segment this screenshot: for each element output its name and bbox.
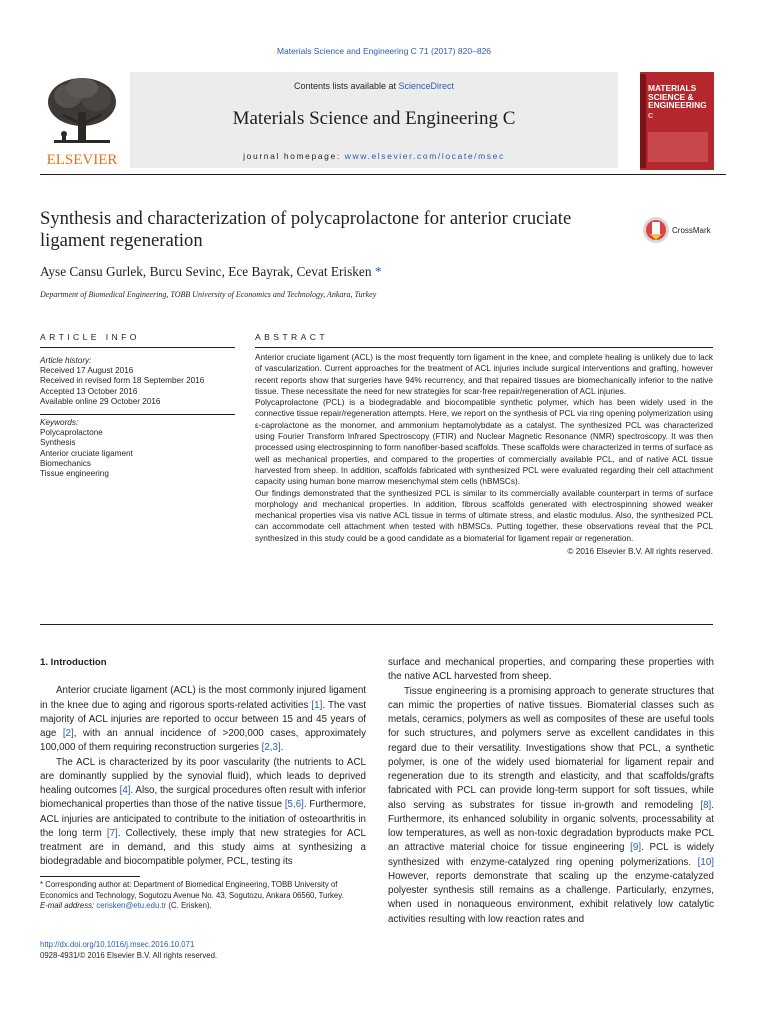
journal-masthead <box>40 72 620 170</box>
footnote-rule <box>40 876 140 877</box>
issn-copyright: 0928-4931/© 2016 Elsevier B.V. All rights reserved. <box>40 950 218 960</box>
page-footer <box>40 940 440 961</box>
history-item: Received in revised form 18 September 2016 <box>40 376 205 386</box>
author-list: Ayse Cansu Gurlek, Burcu Sevinc, Ece Bayrak, Cevat Erisken * <box>40 264 382 279</box>
body-paragraph: The ACL is characterized by its poor vascularity (the nutrients to ACL are dominantly supplied by the synovial fluid), which leads to deprived healing outcomes [4]. Also, the surgical procedures often result with inferior biomechanical properties than those of the native tissue [5,6]. Furthermore, ACL injuries are anticipated to contribute to the initiation of osteoarthritis in the long term [7]. Collectively, these imply that new strategies for ACL treatment are in demand, and this study aims at synthesizing a biodegradable and biocompatible polymer, PCL, testing its <box>40 756 367 868</box>
section-heading-introduction: 1. Introduction <box>40 657 107 668</box>
svg-text:CrossMark: CrossMark <box>672 226 711 235</box>
corresponding-author-footnote: * Corresponding author at: Department of Biomedical Engineering, TOBB University of Economics and Technology, Sogutozu Avenue No. 43, Sogutozu, Ankara 06560, Turkey. E-mail address: cerisken@etu.edu.tr (C. Erisken). <box>40 880 344 911</box>
body-paragraph: surface and mechanical properties, and comparing these properties with the native ACL harvested from sheep. <box>388 657 714 683</box>
abstract-rule <box>255 347 713 348</box>
citation-link[interactable]: [10] <box>697 856 714 868</box>
cover-title-line: ENGINEERING <box>648 100 707 111</box>
keywords-label: Keywords: <box>40 418 79 428</box>
keyword: Tissue engineering <box>40 469 109 479</box>
abstract-bottom-rule <box>40 624 713 625</box>
author-email-link[interactable]: cerisken@etu.edu.tr <box>96 901 167 911</box>
cover-title-line: SCIENCE & <box>648 91 694 102</box>
journal-name: Materials Science and Engineering C <box>232 108 516 129</box>
citation-link[interactable]: [2,3] <box>261 742 281 754</box>
doi-link[interactable]: http://dx.doi.org/10.1016/j.msec.2016.10.071 <box>40 940 195 949</box>
history-item: Received 17 August 2016 <box>40 366 134 376</box>
contents-availability: Contents lists available at ScienceDirect <box>293 81 455 91</box>
article-title: Synthesis and characterization of polycaprolactone for anterior cruciate ligament regeneration <box>40 208 572 251</box>
history-item: Available online 29 October 2016 <box>40 396 161 406</box>
homepage-link[interactable]: www.elsevier.com/locate/msec <box>344 151 505 161</box>
article-info <box>40 356 235 479</box>
article-info-heading: ARTICLE INFO <box>40 332 140 342</box>
sciencedirect-link[interactable]: ScienceDirect <box>398 81 455 91</box>
citation-link[interactable]: [1] <box>311 699 323 711</box>
keyword: Synthesis <box>40 438 76 448</box>
abstract-copyright: © 2016 Elsevier B.V. All rights reserved. <box>567 547 713 557</box>
citation-link[interactable]: [5,6] <box>284 799 304 811</box>
abstract-heading: ABSTRACT <box>255 332 329 342</box>
history-label: Article history: <box>40 356 92 365</box>
info-rule <box>40 347 235 348</box>
abstract-paragraph: Anterior cruciate ligament (ACL) is the most frequently torn ligament in the knee, and complete healing is unlikely due to lack of vascularization. Current approaches for the treatment of ACL injuries include surgical interventions and grafting, however recent reports show that surgeries have 94% recurrency, and that repaired tissues are biomechanically inferior to the native tissue. These necessitate the need for new strategies for scar-free repair/regeneration of ACL injuries. <box>255 353 713 396</box>
abstract-paragraph: Our findings demonstrated that the synthesized PCL is similar to its commercially available counterpart in terms of surface morphology and mechanical properties. In addition, fibrous scaffolds generated with electrospinning showed weaker mechanical properties visa vis native ACL tissue in terms of ultimate stress, and elastic modulus. Also, the synthesized PCL can accommodate cell attachment when tested with hBMSCs. Putting together, these observations reveal that the PCL synthesized in this study could be a good candidate as a biomaterial for ligament repair or regeneration. <box>255 488 713 543</box>
history-item: Accepted 13 October 2016 <box>40 386 138 396</box>
publisher-wordmark: ELSEVIER <box>46 152 118 168</box>
citation-link[interactable]: [8] <box>700 799 712 811</box>
corresponding-author-mark[interactable]: * <box>374 264 382 279</box>
journal-reference[interactable]: Materials Science and Engineering C 71 (2017) 820–826 <box>276 46 492 56</box>
citation-link[interactable]: [9] <box>630 842 642 854</box>
citation-link[interactable]: [2] <box>62 728 74 739</box>
keyword: Polycaprolactone <box>40 428 103 438</box>
cover-letter: C <box>648 112 654 120</box>
journal-cover-image <box>640 72 714 170</box>
abstract-body <box>255 352 713 557</box>
keyword: Biomechanics <box>40 458 91 468</box>
body-column-right <box>388 656 714 927</box>
crossmark-badge[interactable] <box>642 212 722 248</box>
body-paragraph: Anterior cruciate ligament (ACL) is the most commonly injured ligament in the knee due to aging and rigorous sports-related activities [1]. The vast majority of ACL injuries are reported to occur between 15 and 45 years of age [2], with an annual incidence of >200,000 cases, approximately 100,000 of them requiring reconstruction surgeries [2,3]. <box>40 685 366 754</box>
keyword: Anterior cruciate ligament <box>40 448 133 458</box>
cover-title-line: MATERIALS <box>648 83 697 93</box>
body-paragraph: Tissue engineering is a promising approach to generate structures that can mimic the properties of native tissues. Biomaterial classes such as metals, ceramics, polymers as well as composites of these are useful tools for such structures, and polymers serve as excellent candidates in this regard due to their versatility. Investigations show that PCL, a synthetic polymer, is one of the widely used biomaterial for ligament repair and regeneration due to its strength and elasticity, and that scaffolds/grafts fabricated with PCL can provide long-term support for soft tissues, while also serving as substrates for tissue in-growth and remodeling [8]. Furthermore, its enhanced solubility in organic solvents, processability at low temperatures, as well as non-toxic degradation byproducts make PCL an attractive material choice for tissue engineering [9]. PCL is widely synthesized with enzyme-catalyzed ring opening polymerizations. [10] However, reports demonstrate that scaling up the enzyme-catalyzed polyester synthesis still remains as a challenge. Particularly, enzymes, when used in nonaqueous environment, exhibit relatively low catalytic activities resulting with low reaction rates and <box>388 685 714 925</box>
citation-link[interactable]: [4] <box>119 785 131 796</box>
body-column-left <box>40 656 366 870</box>
journal-header-box <box>130 72 618 168</box>
elsevier-tree-logo-icon <box>40 72 124 168</box>
masthead-rule <box>40 174 726 175</box>
citation-link[interactable]: [7] <box>106 827 118 839</box>
info-divider <box>40 414 235 415</box>
crossmark-icon <box>642 212 722 248</box>
affiliation: Department of Biomedical Engineering, TOBB University of Economics and Technology, Ankara, Turkey <box>40 290 377 299</box>
abstract-paragraph: Polycaprolactone (PCL) is a biodegradable and biocompatible synthetic polymer, which has been widely used in the connective tissue repair/regeneration attempts. Here, we report on the synthesis of PCL via ring opening polymerization using ε-caprolactone as the monomer, and ammonium heptamolybdate as a catalyst. The synthesized PCL was characterized using Fourier Transform Infrared Spectroscopy (FTIR) and Nuclear Magnetic Resonance (NMR) spectroscopy. It was then processed using electrospinning to form nanofiber-based scaffolds. These scaffolds were characterized in terms of surface as well as mechanical properties, and compared to the properties of commercially available PCL, and of native ACL tissue harvested from sheep. In addition, scaffolds fabricated with synthesized PCL were evaluated regarding their cell attachment capacity using human bone marrow mesenchymal stem cells (hBMSCs). <box>255 398 713 487</box>
journal-homepage: journal homepage: www.elsevier.com/locate/msec <box>243 151 505 161</box>
